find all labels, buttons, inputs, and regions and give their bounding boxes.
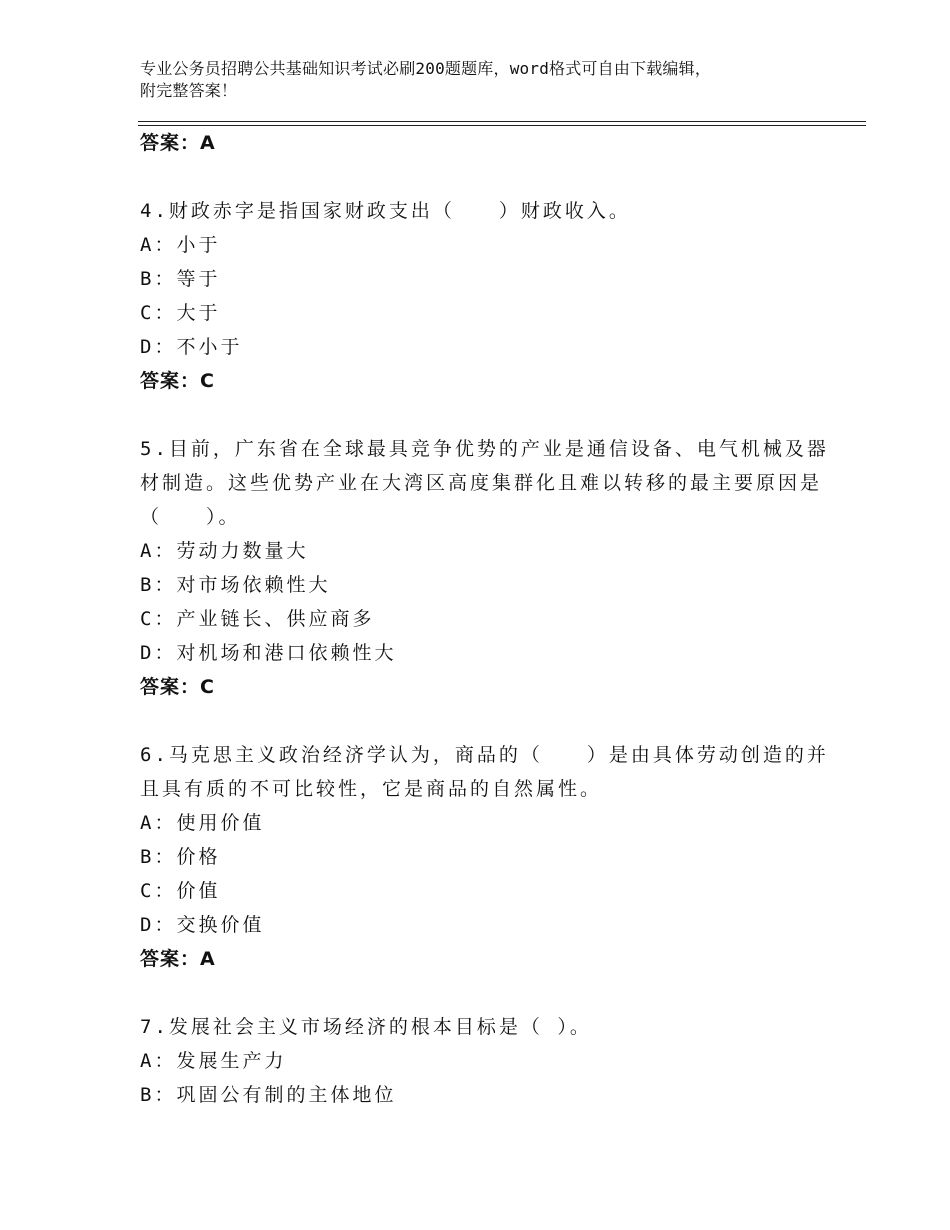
option-a: A：劳动力数量大 [140,540,309,562]
question-stem: 6.马克思主义政治经济学认为，商品的（ ）是由具体劳动创造的并且具有质的不可比较性，它是商品的自然属性。 [140,744,829,800]
spacer [140,976,840,1010]
header-line-1: 专业公务员招聘公共基础知识考试必刷200题题库，word格式可自由下载编辑， [140,59,712,78]
question-stem: 4.财政赤字是指国家财政支出（ ）财政收入。 [140,200,631,222]
option-a: A：发展生产力 [140,1050,287,1072]
page-header [140,58,840,102]
option-d: D：不小于 [140,336,243,358]
question-6 [140,738,840,976]
question-5 [140,432,840,704]
header-line-2: 附完整答案！ [140,81,238,100]
spacer [140,160,840,194]
answer-label: 答案：A [140,132,216,154]
option-c: C：价值 [140,880,221,902]
option-b: B：对市场依赖性大 [140,574,331,596]
answer-label: 答案：C [140,370,215,392]
question-list [140,126,840,1112]
spacer [140,398,840,432]
option-c: C：产业链长、供应商多 [140,608,375,630]
option-b: B：价格 [140,846,221,868]
option-d: D：交换价值 [140,914,265,936]
option-c: C：大于 [140,302,221,324]
option-b: B：等于 [140,268,221,290]
question-stem: 5.目前，广东省在全球最具竞争优势的产业是通信设备、电气机械及器材制造。这些优势产业在大湾区高度集群化且难以转移的最主要原因是（ ）。 [140,438,829,528]
option-d: D：对机场和港口依赖性大 [140,642,397,664]
option-a: A：使用价值 [140,812,265,834]
option-b: B：巩固公有制的主体地位 [140,1084,397,1106]
spacer [140,704,840,738]
answer-label: 答案：C [140,676,215,698]
answer-label: 答案：A [140,948,216,970]
question-7 [140,1010,840,1112]
option-a: A：小于 [140,234,221,256]
question-4 [140,194,840,398]
question-stem: 7.发展社会主义市场经济的根本目标是（ ）。 [140,1016,592,1038]
header-rule-top [138,121,866,122]
